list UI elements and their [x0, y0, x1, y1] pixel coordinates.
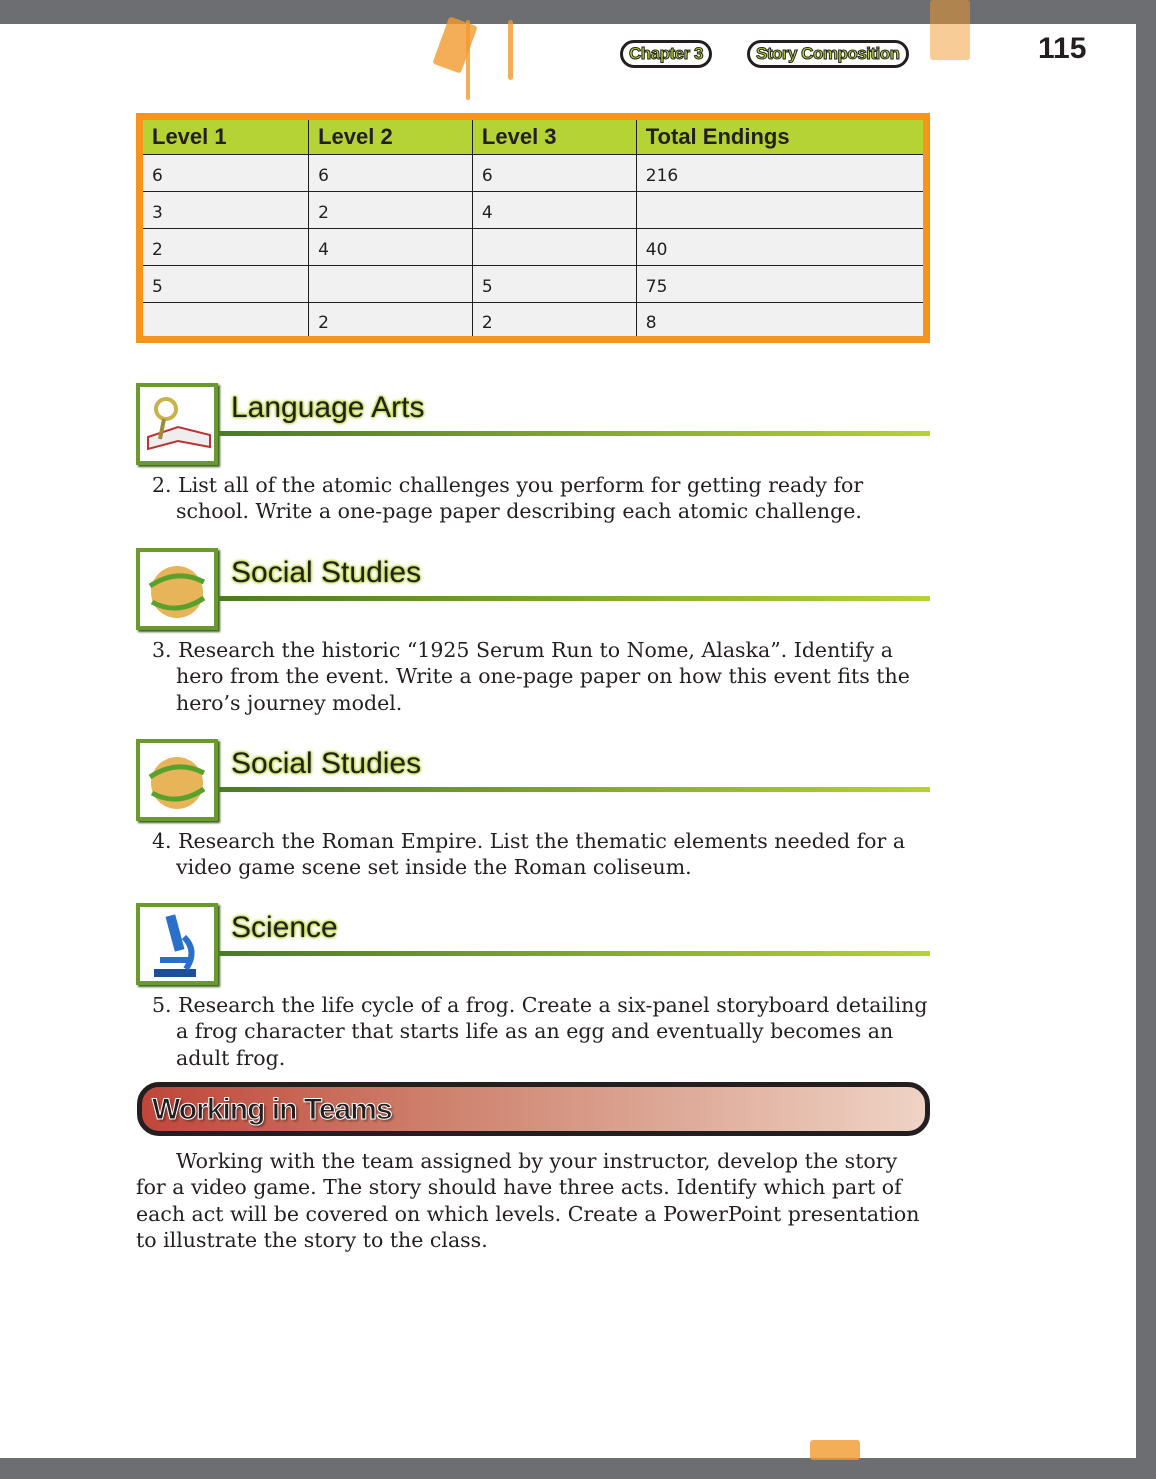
chapter-tag: Chapter 3: [620, 40, 712, 68]
globe-icon: [136, 548, 218, 630]
table-cell: 6: [472, 155, 636, 192]
working-in-teams-banner: [137, 1082, 930, 1136]
table-cell: 40: [636, 229, 926, 266]
column-header: Level 2: [309, 117, 473, 155]
section-title: Language Arts: [231, 391, 425, 424]
table-cell: 216: [636, 155, 926, 192]
paint-splatter: [810, 1440, 860, 1460]
table-cell: 4: [472, 192, 636, 229]
teams-paragraph: Working with the team assigned by your instructor, develop the story for a video game. The story should have three acts. Identify which part of each act will be covered on which levels. Create a PowerPoint presentation to illustrate the story to the class.: [136, 1149, 920, 1252]
section-title: Science: [231, 911, 338, 944]
table-cell: 6: [309, 155, 473, 192]
globe-icon: [136, 739, 218, 821]
top-bar: [0, 0, 1156, 24]
exercise-text: 4. Research the Roman Empire. List the thematic elements needed for a video game scene set inside the Roman coliseum.: [152, 829, 906, 880]
column-header: Total Endings: [636, 117, 926, 155]
table-cell: 2: [309, 303, 473, 340]
table-cell: [140, 303, 309, 340]
table-cell: [309, 266, 473, 303]
table-cell: 6: [140, 155, 309, 192]
endings-table: [136, 113, 930, 343]
right-bar: [1136, 0, 1156, 1479]
table-cell: 75: [636, 266, 926, 303]
paint-splatter: [466, 20, 470, 100]
table-cell: [472, 229, 636, 266]
table-cell: 2: [472, 303, 636, 340]
exercise-text: 5. Research the life cycle of a frog. Create a six-panel storyboard detailing a frog character that starts life as an egg and eventually becomes an adult frog.: [152, 993, 928, 1070]
section-title: Social Studies: [231, 747, 422, 780]
table-row: [140, 229, 927, 266]
table-row: [140, 266, 927, 303]
paint-splatter: [432, 16, 477, 73]
book-magnifier-icon: [136, 383, 218, 465]
paint-splatter: [508, 20, 513, 80]
table-row: [140, 155, 927, 192]
table-cell: [636, 192, 926, 229]
table-cell: 8: [636, 303, 926, 340]
exercise-text: 3. Research the historic “1925 Serum Run to Nome, Alaska”. Identify a hero from the event. Write a one-page paper on how this event fits the hero’s journey model.: [152, 638, 910, 715]
table-cell: 3: [140, 192, 309, 229]
divider: [218, 431, 930, 436]
section-tag: Story Composition: [747, 40, 909, 68]
table-cell: 5: [472, 266, 636, 303]
column-header: Level 1: [140, 117, 309, 155]
paint-splatter: [930, 0, 970, 60]
table-cell: 4: [309, 229, 473, 266]
section-title: Social Studies: [231, 556, 422, 589]
table-row: [140, 303, 927, 340]
divider: [218, 596, 930, 601]
column-header: Level 3: [472, 117, 636, 155]
table-cell: 2: [309, 192, 473, 229]
banner-title: Working in Teams: [152, 1093, 392, 1126]
table-cell: 5: [140, 266, 309, 303]
divider: [218, 787, 930, 792]
exercise-text: 2. List all of the atomic challenges you perform for getting ready for school. Write a one-page paper describing each atomic challenge.: [152, 473, 864, 524]
page-number: 115: [1038, 32, 1087, 65]
divider: [218, 951, 930, 956]
microscope-icon: [136, 903, 218, 985]
bottom-bar: [0, 1458, 1156, 1479]
table-cell: 2: [140, 229, 309, 266]
table-row: [140, 192, 927, 229]
